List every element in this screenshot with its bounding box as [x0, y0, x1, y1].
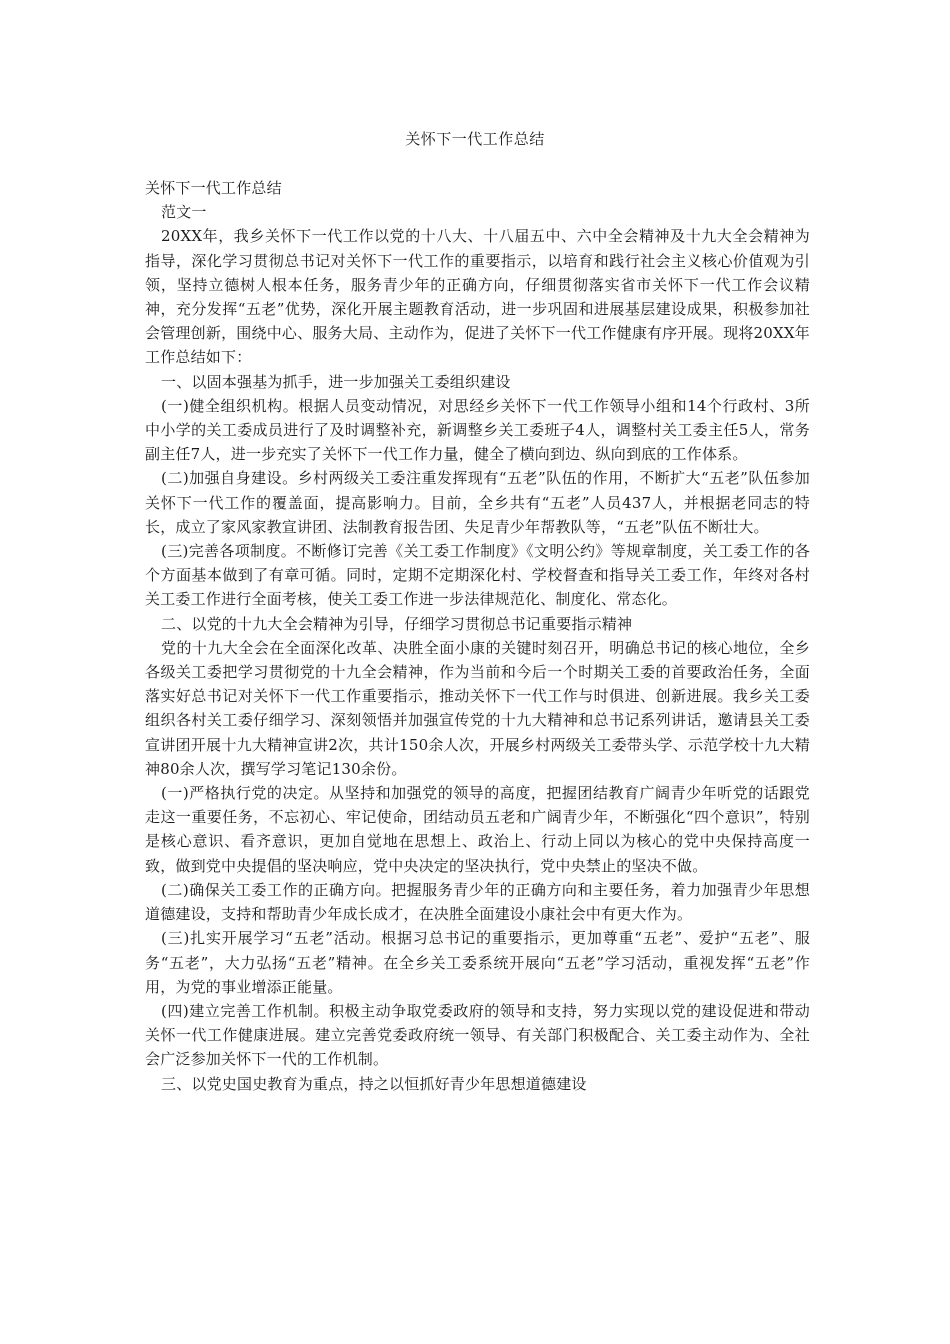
document-body	[145, 176, 810, 1096]
paragraph: (二)确保关工委工作的正确方向。把握服务青少年的正确方向和主要任务，着力加强青少年思想道德建设，支持和帮助青少年成长成才，在决胜全面建设小康社会中有更大作为。	[145, 880, 810, 924]
paragraph: (二)加强自身建设。乡村两级关工委注重发挥现有“五老”队伍的作用，不断扩大“五老”队伍参加关怀下一代工作的覆盖面，提高影响力。目前，全乡共有“五老”人员437人，并根据老同志的特长，成立了家风家教宣讲团、法制教育报告团、失足青少年帮教队等，“五老”队伍不断壮大。	[145, 469, 810, 536]
paragraph: 范文一	[161, 203, 207, 222]
paragraph: 三、以党史国史教育为重点，持之以恒抓好青少年思想道德建设	[161, 1074, 587, 1093]
paragraph: 20XX年，我乡关怀下一代工作以党的十八大、十八届五中、六中全会精神及十九大全会精神为指导，深化学习贯彻总书记对关怀下一代工作的重要指示，以培育和践行社会主义核心价值观为引领，坚持立德树人根本任务，服务青少年的正确方向，仔细贯彻落实省市关怀下一代工作会议精神，充分发挥“五老”优势，深化开展主题教育活动，进一步巩固和进展基层建设成果，积极参加社会管理创新，围绕中心、服务大局、主动作为，促进了关怀下一代工作健康有序开展。现将20XX年工作总结如下：	[145, 227, 810, 367]
paragraph: 二、以党的十九大全会精神为引导，仔细学习贯彻总书记重要指示精神	[161, 614, 633, 633]
paragraph: (四)建立完善工作机制。积极主动争取党委政府的领导和支持，努力实现以党的建设促进和带动关怀一代工作健康进展。建立完善党委政府统一领导、有关部门积极配合、关工委主动作为、全社会广泛参加关怀下一代的工作机制。	[145, 1001, 810, 1069]
paragraph: (三)完善各项制度。不断修订完善《关工委工作制度》《文明公约》等规章制度，关工委工作的各个方面基本做到了有章可循。同时，定期不定期深化村、学校督查和指导关工委工作，年终对各村关工委工作进行全面考核，使关工委工作进一步法律规范化、制度化、常态化。	[145, 542, 810, 609]
paragraph: (一)健全组织机构。根据人员变动情况，对思经乡关怀下一代工作领导小组和14个行政村、3所中小学的关工委成员进行了及时调整补充，新调整乡关工委班子4人，调整村关工委主任5人，常务副主任7人，进一步充实了关怀下一代工作力量，健全了横向到边、纵向到底的工作体系。	[145, 396, 810, 464]
paragraph: 党的十九大全会在全面深化改革、决胜全面小康的关键时刻召开，明确总书记的核心地位，全乡各级关工委把学习贯彻党的十九全会精神，作为当前和今后一个时期关工委的首要政治任务，全面落实好总书记对关怀下一代工作重要指示，推动关怀下一代工作与时俱进、创新进展。我乡关工委组织各村关工委仔细学习、深刻领悟并加强宣传党的十九大精神和总书记系列讲话，邀请县关工委宣讲团开展十九大精神宣讲2次，共计150余人次，开展乡村两级关工委带头学、示范学校十九大精神80余人次，撰写学习笔记130余份。	[145, 638, 810, 778]
paragraph: 一、以固本强基为抓手，进一步加强关工委组织建设	[161, 372, 511, 391]
paragraph: (一)严格执行党的决定。从坚持和加强党的领导的高度，把握团结教育广阔青少年听党的话跟党走这一重要任务，不忘初心、牢记使命，团结动员五老和广阔青少年，不断强化“四个意识”，特别是核心意识、看齐意识，更加自觉地在思想上、政治上、行动上同以为核心的党中央保持高度一致，做到党中央提倡的坚决响应，党中央决定的坚决执行，党中央禁止的坚决不做。	[145, 784, 810, 875]
document-title: 关怀下一代工作总结	[405, 130, 545, 148]
paragraph: (三)扎实开展学习“五老”活动。根据习总书记的重要指示，更加尊重“五老”、爱护“五老”、服务“五老”，大力弘扬“五老”精神。在全乡关工委系统开展向“五老”学习活动，重视发挥“五老”作用，为党的事业增添正能量。	[145, 929, 810, 996]
paragraph: 关怀下一代工作总结	[145, 179, 282, 197]
